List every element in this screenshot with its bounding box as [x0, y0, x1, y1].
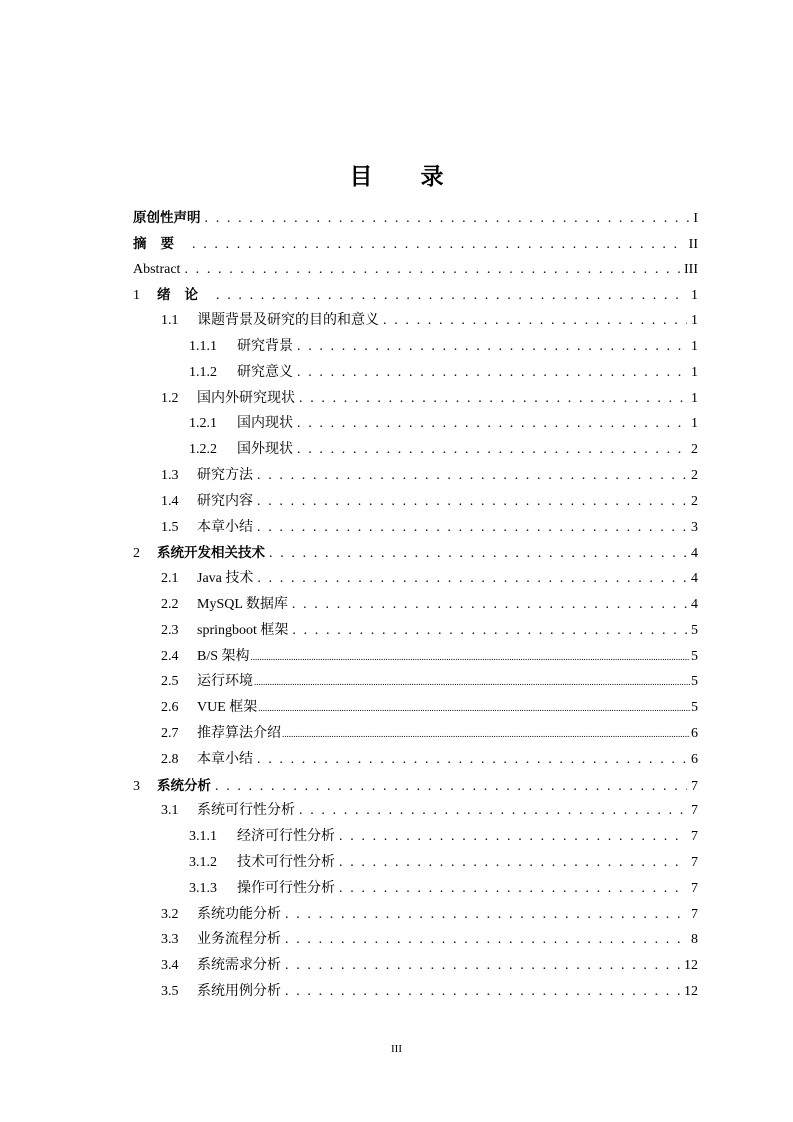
toc-entry-page: 5: [691, 648, 698, 664]
toc-entry[interactable]: [161, 799, 698, 823]
toc-entry-page: III: [684, 261, 698, 277]
toc-entry-page: 7: [691, 880, 698, 896]
toc-entry-title: 系统功能分析: [197, 906, 281, 922]
dot-leader: [184, 258, 680, 282]
toc-entry-page: 7: [691, 855, 698, 870]
dot-leader: [254, 670, 690, 694]
dot-leader: [258, 696, 690, 720]
toc-entry-page: 6: [691, 726, 698, 741]
toc-entry-number: 2.3: [161, 622, 179, 638]
toc-entry-title: 操作可行性分析: [237, 880, 335, 896]
toc-entry-number: 2.5: [161, 674, 179, 690]
toc-entry[interactable]: [161, 619, 698, 643]
toc-entry-title: 系统分析: [157, 777, 211, 794]
toc-entry[interactable]: [161, 696, 698, 720]
dot-leader: [192, 233, 685, 257]
toc-entry-number: 1.1.2: [189, 364, 217, 380]
toc-entry-number: 3.1.1: [189, 829, 217, 845]
toc-entry[interactable]: [189, 438, 698, 462]
dot-leader: [297, 438, 687, 462]
toc-entry[interactable]: [161, 464, 698, 488]
toc-entry-page: 1: [691, 390, 698, 406]
toc-entry-title: VUE 框架: [197, 700, 258, 716]
toc-entry-number: 1.2.2: [189, 442, 217, 458]
toc-entry-page: 7: [691, 906, 698, 922]
toc-entry-page: 1: [691, 416, 698, 432]
toc-entry-number: 1.1: [161, 313, 179, 329]
toc-entry-title: springboot 框架: [197, 622, 289, 638]
dot-leader: [285, 903, 687, 927]
toc-entry[interactable]: [161, 722, 698, 746]
toc-entry-number: 1.3: [161, 468, 179, 483]
toc-entry-number: 2.6: [161, 700, 179, 716]
dot-leader: [257, 490, 687, 514]
toc-entry-number: 2.4: [161, 648, 179, 664]
toc-entry-number: 1.2.1: [189, 416, 217, 432]
toc-entry-page: 1: [691, 313, 698, 329]
dot-leader: [216, 284, 687, 308]
dot-leader: [292, 593, 687, 617]
toc-entry-page: 7: [691, 778, 698, 794]
toc-entry-title: 本章小结: [197, 751, 253, 767]
toc-entry-number: 2.2: [161, 597, 179, 612]
toc-entry-page: 2: [691, 468, 698, 483]
dot-leader: [269, 542, 687, 566]
dot-leader: [299, 799, 687, 823]
toc-entry-number: 3.1.2: [189, 855, 217, 870]
toc-entry[interactable]: [133, 206, 698, 230]
toc-entry-page: 3: [691, 519, 698, 535]
toc-entry-number: 3.4: [161, 958, 179, 974]
toc-entry[interactable]: [189, 361, 698, 385]
dot-leader: [285, 954, 680, 978]
toc-entry-title: Java 技术: [197, 571, 254, 587]
toc-entry[interactable]: [189, 335, 698, 359]
toc-entry-title: 本章小结: [197, 519, 253, 535]
toc-entry[interactable]: [133, 541, 698, 565]
page-title: 目 录: [349, 164, 464, 190]
toc-entry-title: 绪论: [157, 287, 212, 304]
toc-entry-page: 5: [691, 622, 698, 638]
toc-entry-title: 推荐算法介绍: [197, 726, 281, 741]
toc-entry[interactable]: [189, 877, 698, 901]
toc-entry-title: 系统用例分析: [197, 984, 281, 999]
toc-entry-title: 系统开发相关技术: [157, 545, 265, 562]
toc-entry-number: 2.1: [161, 571, 179, 587]
toc-entry-number: 2: [133, 546, 140, 562]
toc-entry-number: 1.2: [161, 390, 179, 406]
toc-entry[interactable]: [133, 232, 698, 256]
toc-entry-page: 12: [684, 958, 698, 974]
toc-entry[interactable]: [161, 903, 698, 927]
page-number: III: [391, 1043, 402, 1055]
toc-entry-page: 8: [691, 932, 698, 948]
toc-entry-title: Abstract: [133, 261, 181, 277]
toc-entry[interactable]: [161, 645, 698, 669]
toc-entry-page: II: [688, 236, 698, 252]
toc-entry[interactable]: [161, 309, 698, 333]
toc-entry-page: 7: [691, 829, 698, 845]
toc-entry-page: 6: [691, 751, 698, 767]
toc-entry-title: 原创性声明: [133, 210, 201, 226]
toc-entry[interactable]: [189, 851, 698, 875]
toc-entry-page: 2: [691, 493, 698, 509]
toc-entry-page: 2: [691, 442, 698, 458]
toc-entry-title: MySQL 数据库: [197, 597, 288, 612]
toc-entry-page: 1: [691, 364, 698, 380]
toc-entry[interactable]: [161, 748, 698, 772]
toc-entry[interactable]: [161, 387, 698, 411]
toc-entry-number: 1.5: [161, 519, 179, 535]
toc-entry-page: 5: [691, 700, 698, 716]
toc-entry[interactable]: [161, 593, 698, 617]
dot-leader: [285, 928, 687, 952]
toc-entry[interactable]: [161, 516, 698, 540]
dot-leader: [292, 619, 687, 643]
toc-entry-page: 7: [691, 803, 698, 819]
dot-leader: [282, 722, 690, 746]
toc-entry[interactable]: [161, 567, 698, 591]
dot-leader: [257, 748, 687, 772]
toc-entry[interactable]: [133, 774, 698, 798]
toc-entry-page: 4: [691, 546, 698, 562]
toc-entry[interactable]: [161, 490, 698, 514]
toc-entry-number: 3.2: [161, 906, 179, 922]
dot-leader: [257, 516, 687, 540]
toc-entry-title: B/S 架构: [197, 648, 250, 664]
toc-entry-page: 1: [691, 288, 698, 304]
toc-entry-number: 3: [133, 778, 140, 794]
toc-entry[interactable]: [161, 980, 698, 1004]
toc-entry-title: 研究方法: [197, 468, 253, 483]
toc-entry-title: 国内现状: [237, 416, 293, 432]
toc-entry-number: 2.7: [161, 726, 179, 741]
toc-entry-page: 4: [691, 571, 698, 587]
toc-entry-title: 国外现状: [237, 442, 293, 458]
toc-entry-number: 3.5: [161, 984, 179, 999]
dot-leader: [339, 825, 687, 849]
toc-entry-title: 业务流程分析: [197, 932, 281, 948]
toc-entry-page: I: [693, 211, 698, 226]
dot-leader: [257, 567, 687, 591]
dot-leader: [297, 361, 687, 385]
dot-leader: [299, 387, 687, 411]
toc-entry[interactable]: [133, 258, 698, 282]
toc-entry-title: 系统需求分析: [197, 958, 281, 974]
toc-entry-title: 摘要: [133, 235, 188, 252]
toc-entry-page: 1: [691, 339, 698, 354]
toc-entry-title: 运行环境: [197, 674, 253, 690]
dot-leader: [383, 309, 687, 333]
toc-entry[interactable]: [189, 825, 698, 849]
toc-entry[interactable]: [161, 670, 698, 694]
toc-entry[interactable]: [161, 928, 698, 952]
toc-entry-number: 3.1: [161, 803, 179, 819]
toc-entry-number: 3.3: [161, 932, 179, 948]
toc-entry-title: 研究背景: [237, 339, 293, 354]
toc-entry-number: 2.8: [161, 751, 179, 767]
dot-leader: [215, 775, 687, 799]
toc-entry[interactable]: [133, 283, 698, 307]
toc-entry-title: 系统可行性分析: [197, 803, 295, 819]
toc-entry-page: 12: [684, 984, 698, 999]
dot-leader: [297, 335, 687, 359]
dot-leader: [285, 980, 680, 1004]
dot-leader: [205, 207, 690, 231]
toc-entry-number: 1.4: [161, 493, 179, 509]
toc-entry[interactable]: [189, 412, 698, 436]
toc-entry-title: 技术可行性分析: [237, 855, 335, 870]
dot-leader: [257, 464, 687, 488]
toc-entry-number: 1: [133, 288, 140, 304]
dot-leader: [297, 412, 687, 436]
dot-leader: [339, 851, 687, 875]
toc-entry-number: 3.1.3: [189, 880, 217, 896]
dot-leader: [251, 645, 690, 669]
toc-entry-page: 5: [691, 674, 698, 690]
dot-leader: [339, 877, 687, 901]
toc-entry-title: 国内外研究现状: [197, 390, 295, 406]
toc-entry[interactable]: [161, 954, 698, 978]
toc-entry-page: 4: [691, 597, 698, 612]
toc-entry-title: 经济可行性分析: [237, 829, 335, 845]
toc-entry-title: 课题背景及研究的目的和意义: [197, 313, 379, 329]
toc-entry-title: 研究内容: [197, 493, 253, 509]
toc-entry-number: 1.1.1: [189, 339, 217, 354]
toc-entry-title: 研究意义: [237, 364, 293, 380]
